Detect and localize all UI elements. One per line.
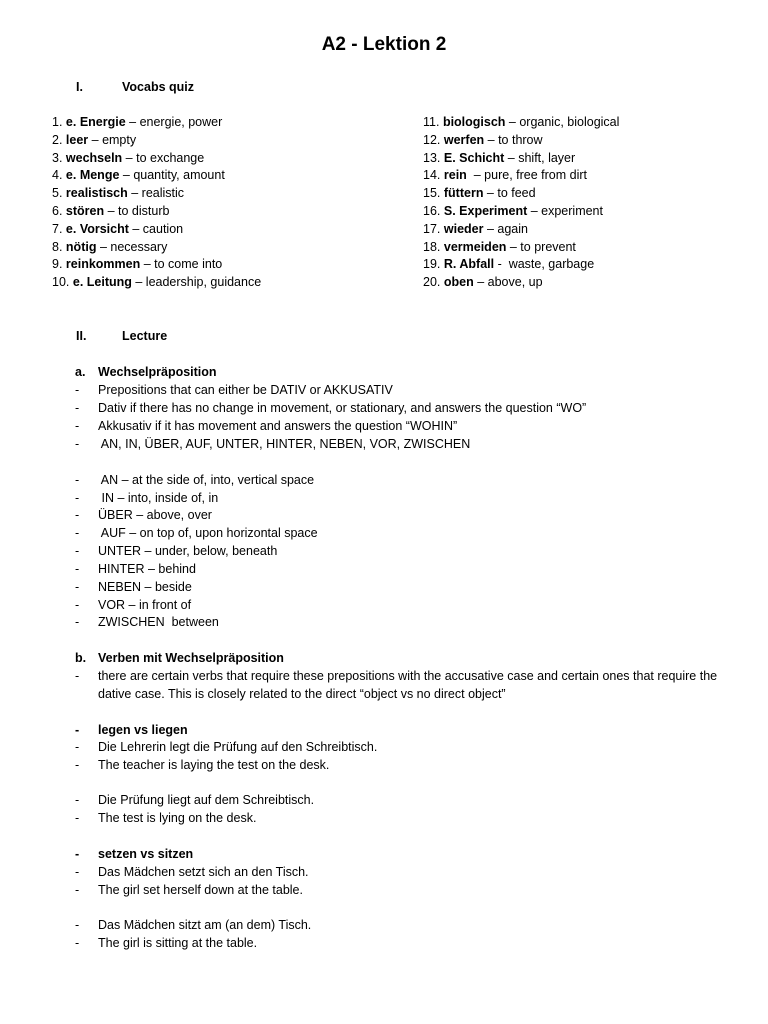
vocab-number: 10. bbox=[52, 275, 70, 290]
page-title: A2 - Lektion 2 bbox=[321, 34, 447, 55]
vocab-item bbox=[52, 185, 261, 203]
vocab-definition: – organic, biological bbox=[505, 115, 620, 129]
lecture-line bbox=[75, 524, 735, 542]
lecture-text: The test is lying on the desk. bbox=[98, 811, 257, 825]
vocab-number: 9. bbox=[52, 257, 63, 272]
lecture-text: Prepositions that can either be DATIV or AKKUSATIV bbox=[98, 383, 393, 397]
vocab-item bbox=[52, 167, 261, 185]
lecture-line bbox=[75, 435, 735, 453]
lecture-line bbox=[75, 756, 735, 774]
list-marker: - bbox=[75, 615, 80, 629]
section-label: Lecture bbox=[122, 329, 168, 343]
vocab-number: 8. bbox=[52, 239, 63, 254]
vocab-item bbox=[52, 150, 261, 168]
vocab-term: e. Vorsicht bbox=[65, 221, 129, 236]
lecture-text: Akkusativ if it has movement and answers the question “WOHIN” bbox=[98, 419, 458, 433]
list-marker: - bbox=[75, 758, 80, 772]
list-marker: - bbox=[75, 598, 80, 612]
section-number: II. bbox=[76, 329, 87, 343]
list-marker: - bbox=[75, 383, 80, 397]
lecture-text: AN, IN, ÜBER, AUF, UNTER, HINTER, NEBEN, VOR, ZWISCHEN bbox=[98, 437, 471, 451]
vocab-item bbox=[52, 274, 261, 292]
vocab-number: 2. bbox=[52, 132, 63, 147]
list-marker: - bbox=[75, 526, 80, 540]
vocab-item bbox=[423, 167, 619, 185]
lecture-line bbox=[75, 809, 735, 827]
vocab-number: 16. bbox=[423, 203, 441, 218]
vocab-term: biologisch bbox=[442, 115, 506, 129]
vocab-term: S. Experiment bbox=[443, 203, 528, 218]
list-marker: - bbox=[75, 580, 80, 594]
list-marker: a. bbox=[75, 365, 86, 379]
vocab-item bbox=[423, 203, 619, 221]
vocab-term: R. Abfall bbox=[443, 257, 495, 272]
lecture-line bbox=[75, 738, 735, 756]
lecture-line bbox=[75, 667, 735, 703]
lecture-text: Die Lehrerin legt die Prüfung auf den Schreibtisch. bbox=[98, 740, 378, 754]
lecture-subheading bbox=[75, 845, 735, 863]
lecture-text: ZWISCHEN between bbox=[98, 615, 219, 629]
list-marker: - bbox=[75, 811, 80, 825]
vocab-definition: – experiment bbox=[527, 203, 603, 218]
vocab-number: 6. bbox=[52, 203, 63, 218]
vocab-term: e. Menge bbox=[65, 168, 120, 183]
lecture-line bbox=[75, 881, 735, 899]
vocab-term: nötig bbox=[65, 239, 97, 254]
vocab-item bbox=[52, 221, 261, 239]
vocab-number: 11. bbox=[423, 115, 440, 129]
list-marker: - bbox=[75, 544, 80, 558]
list-marker: - bbox=[75, 437, 80, 451]
vocab-term: stören bbox=[65, 203, 105, 218]
lecture-text: HINTER – behind bbox=[98, 562, 196, 576]
vocab-item bbox=[423, 185, 619, 203]
list-marker: - bbox=[75, 419, 80, 433]
vocab-definition: – energie, power bbox=[125, 115, 223, 129]
vocab-number: 1. bbox=[52, 115, 63, 129]
vocab-number: 18. bbox=[423, 239, 441, 254]
vocab-term: wechseln bbox=[65, 150, 123, 165]
lecture-text: The girl is sitting at the table. bbox=[98, 936, 258, 950]
section-label: Vocabs quiz bbox=[122, 80, 195, 94]
vocab-term: realistisch bbox=[65, 186, 128, 201]
list-marker: - bbox=[75, 740, 80, 754]
lecture-text: AUF – on top of, upon horizontal space bbox=[98, 526, 318, 540]
vocab-term: füttern bbox=[443, 186, 484, 201]
vocab-term: wieder bbox=[443, 221, 484, 236]
lecture-line bbox=[75, 596, 735, 614]
vocab-number: 12. bbox=[423, 132, 441, 147]
lecture-line bbox=[75, 399, 735, 417]
vocab-definition: – to come into bbox=[140, 257, 223, 272]
lecture-subheading bbox=[75, 649, 735, 667]
list-marker: - bbox=[75, 562, 80, 576]
vocab-list-right bbox=[423, 114, 619, 292]
vocab-definition: – realistic bbox=[127, 186, 185, 201]
lecture-text: setzen vs sitzen bbox=[98, 847, 194, 861]
lecture-text: Dativ if there has no change in movement, or stationary, and answers the question “WO” bbox=[98, 401, 587, 415]
vocab-number: 5. bbox=[52, 186, 63, 201]
vocab-definition: – above, up bbox=[473, 275, 543, 290]
list-marker: - bbox=[75, 883, 80, 897]
lecture-text: The girl set herself down at the table. bbox=[98, 883, 303, 897]
vocab-term: E. Schicht bbox=[443, 150, 505, 165]
list-marker: - bbox=[75, 508, 80, 522]
vocab-number: 7. bbox=[52, 221, 63, 236]
list-marker: - bbox=[75, 491, 80, 505]
lecture-subheading bbox=[75, 363, 735, 381]
vocab-number: 17. bbox=[423, 221, 441, 236]
lecture-line bbox=[75, 560, 735, 578]
vocab-term: oben bbox=[443, 275, 474, 290]
vocab-term: e. Leitung bbox=[72, 275, 132, 290]
list-marker: - bbox=[75, 723, 80, 737]
vocab-item bbox=[52, 114, 261, 132]
lecture-text: Das Mädchen sitzt am (an dem) Tisch. bbox=[98, 918, 312, 932]
vocab-item bbox=[423, 114, 619, 132]
vocab-list-left bbox=[52, 114, 261, 292]
vocab-definition: – empty bbox=[88, 132, 137, 147]
lecture-text: VOR – in front of bbox=[98, 598, 192, 612]
lecture-text: IN – into, inside of, in bbox=[98, 491, 219, 505]
lecture-line bbox=[75, 916, 735, 934]
vocab-number: 15. bbox=[423, 186, 441, 201]
lecture-text: The teacher is laying the test on the desk. bbox=[98, 758, 330, 772]
vocab-item bbox=[423, 274, 619, 292]
vocab-definition: – leadership, guidance bbox=[131, 275, 262, 290]
vocab-term: vermeiden bbox=[443, 239, 507, 254]
list-marker: - bbox=[75, 918, 80, 932]
vocab-definition: – again bbox=[483, 221, 528, 236]
list-marker: - bbox=[75, 669, 80, 683]
vocab-item bbox=[423, 239, 619, 257]
vocab-item bbox=[423, 132, 619, 150]
lecture-text: legen vs liegen bbox=[98, 723, 188, 737]
list-marker: - bbox=[75, 473, 80, 487]
vocab-item bbox=[52, 132, 261, 150]
vocab-definition: – to prevent bbox=[506, 239, 576, 254]
vocab-definition: – to disturb bbox=[104, 203, 170, 218]
lecture-text: NEBEN – beside bbox=[98, 580, 192, 594]
list-marker: b. bbox=[75, 651, 87, 665]
vocab-number: 20. bbox=[423, 275, 441, 290]
list-marker: - bbox=[75, 865, 80, 879]
lecture-text: there are certain verbs that require these prepositions with the accusative case and certain ones that require the dative case. This is closely related to the direct “object vs no direct object” bbox=[98, 669, 718, 701]
section-number: I. bbox=[76, 80, 83, 94]
lecture-line bbox=[75, 542, 735, 560]
lecture-text: UNTER – under, below, beneath bbox=[98, 544, 278, 558]
list-marker: - bbox=[75, 793, 80, 807]
vocab-term: werfen bbox=[443, 132, 485, 147]
vocab-number: 3. bbox=[52, 150, 63, 165]
vocab-item bbox=[52, 256, 261, 274]
vocab-definition: – to exchange bbox=[122, 150, 205, 165]
lecture-line bbox=[75, 489, 735, 507]
vocab-definition: – shift, layer bbox=[504, 150, 576, 165]
vocab-definition: - waste, garbage bbox=[494, 257, 595, 272]
lecture-line bbox=[75, 863, 735, 881]
lecture-text: Wechselpräposition bbox=[98, 365, 217, 379]
lecture-text: Die Prüfung liegt auf dem Schreibtisch. bbox=[98, 793, 315, 807]
vocab-number: 19. bbox=[423, 257, 441, 272]
lecture-line bbox=[75, 578, 735, 596]
lecture-line bbox=[75, 471, 735, 489]
lecture-line bbox=[75, 613, 735, 631]
vocab-definition: – caution bbox=[128, 221, 184, 236]
lecture-line bbox=[75, 934, 735, 952]
vocab-item bbox=[52, 203, 261, 221]
lecture-line bbox=[75, 506, 735, 524]
list-marker: - bbox=[75, 936, 80, 950]
vocab-term: leer bbox=[65, 132, 89, 147]
lecture-text: ÜBER – above, over bbox=[98, 508, 212, 522]
list-marker: - bbox=[75, 847, 80, 861]
vocab-number: 4. bbox=[52, 168, 63, 183]
vocab-term: reinkommen bbox=[65, 257, 141, 272]
vocab-term: rein bbox=[443, 168, 467, 183]
vocab-definition: – quantity, amount bbox=[119, 168, 225, 183]
vocab-item bbox=[52, 239, 261, 257]
lecture-text: Das Mädchen setzt sich an den Tisch. bbox=[98, 865, 309, 879]
lecture-line bbox=[75, 417, 735, 435]
vocab-item bbox=[423, 221, 619, 239]
lecture-text: Verben mit Wechselpräposition bbox=[98, 651, 284, 665]
vocab-term: e. Energie bbox=[65, 115, 126, 129]
lecture-line bbox=[75, 791, 735, 809]
vocab-number: 14. bbox=[423, 168, 441, 183]
vocab-definition: – to feed bbox=[483, 186, 536, 201]
lecture-line bbox=[75, 381, 735, 399]
vocab-item bbox=[423, 256, 619, 274]
lecture-text: AN – at the side of, into, vertical space bbox=[98, 473, 315, 487]
vocab-definition: – to throw bbox=[484, 132, 543, 147]
vocab-item bbox=[423, 150, 619, 168]
vocab-definition: – necessary bbox=[96, 239, 168, 254]
vocab-number: 13. bbox=[423, 150, 441, 165]
list-marker: - bbox=[75, 401, 80, 415]
vocab-definition: – pure, free from dirt bbox=[466, 168, 587, 183]
lecture-subheading bbox=[75, 721, 735, 739]
